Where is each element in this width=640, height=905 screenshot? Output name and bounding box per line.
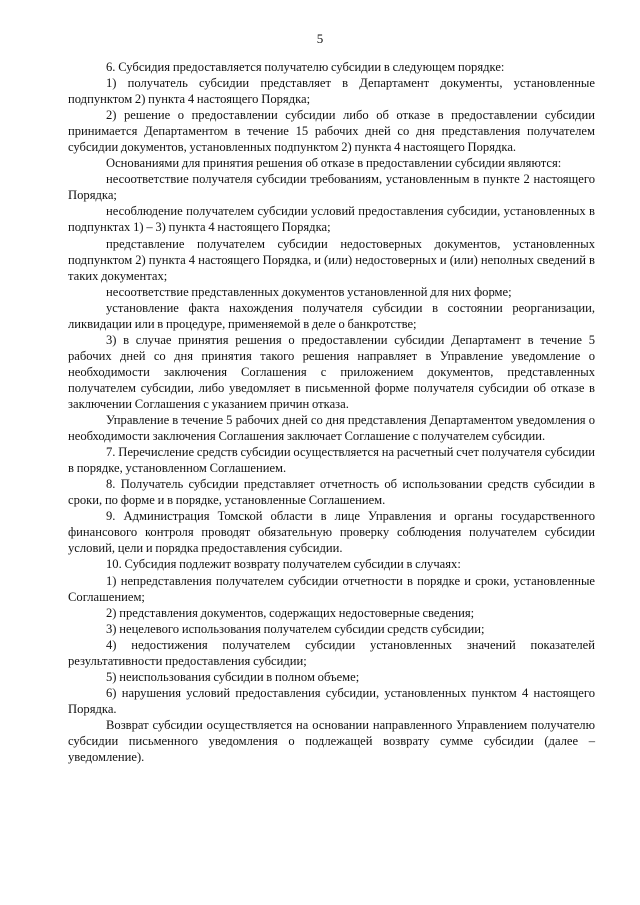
paragraph: 1) непредставления получателем субсидии отчетности в порядке и сроки, установленные Соглашением;	[68, 573, 595, 604]
paragraph: несоответствие представленных документов установленной для них форме;	[106, 284, 512, 299]
paragraph: 9. Администрация Томской области в лице Управления и органы государственного финансового контроля проводят обязательную проверку соблюдения получателем субсидии условий, цели и порядка предоставления субсидии.	[68, 509, 595, 556]
paragraph: Управление в течение 5 рабочих дней со дня представления Департаментом уведомления о необходимости заключения Соглашения заключает Соглашение с получателем субсидии.	[68, 413, 595, 444]
paragraph: 3) в случае принятия решения о предоставлении субсидии Департамент в течение 5 рабочих дней со дня принятия такого решения направляет в Управление уведомление о необходимости заключения Соглашения с приложением документов, представленных получателем субсидии, либо уведомляет в письменной форме получателя субсидии об отказе в заключении Соглашения с указанием причин отказа.	[68, 332, 595, 411]
paragraph: 10. Субсидия подлежит возврату получателем субсидии в случаях:	[106, 557, 461, 572]
paragraph: представление получателем субсидии недостоверных документов, установленных подпунктом 2) пункта 4 настоящего Порядка, и (или) недостоверных и (или) неполных сведений в таких документах;	[68, 236, 595, 283]
paragraph: 7. Перечисление средств субсидии осуществляется на расчетный счет получателя субсидии в порядке, установленном Соглашением.	[68, 445, 595, 476]
paragraph: несоответствие получателя субсидии требованиям, установленным в пункте 2 настоящего Порядка;	[68, 172, 595, 203]
paragraph: 1) получатель субсидии представляет в Департамент документы, установленные подпунктом 2) пункта 4 настоящего Порядка;	[68, 76, 595, 107]
paragraph: несоблюдение получателем субсидии условий предоставления субсидии, установленных в подпунктах 1) – 3) пункта 4 настоящего Порядка;	[68, 204, 595, 235]
paragraph: 6. Субсидия предоставляется получателю субсидии в следующем порядке:	[106, 60, 505, 74]
paragraph: 3) нецелевого использования получателем субсидии средств субсидии;	[106, 621, 485, 636]
paragraph: Возврат субсидии осуществляется на основании направленного Управлением получателю субсидии письменного уведомления о подлежащей возврату сумме субсидии (далее – уведомление).	[68, 717, 595, 765]
paragraph: установление факта нахождения получателя субсидии в состоянии реорганизации, ликвидации или в процедуре, применяемой в деле о банкротстве;	[68, 300, 595, 331]
paragraph: 6) нарушения условий предоставления субсидии, установленных пунктом 4 настоящего Порядка.	[68, 685, 595, 716]
paragraph: 8. Получатель субсидии представляет отчетность об использовании средств субсидии в сроки, по форме и в порядке, установленные Соглашением.	[68, 477, 595, 508]
paragraph: 5) неиспользования субсидии в полном объеме;	[106, 669, 360, 684]
paragraph: 2) решение о предоставлении субсидии либо об отказе в предоставлении субсидии принимается Департаментом в течение 15 рабочих дней со дня представления получателем субсидии документов, установленных подпунктом 2) пункта 4 настоящего Порядка.	[68, 108, 595, 155]
paragraph: 2) представления документов, содержащих недостоверные сведения;	[106, 605, 475, 620]
paragraph: 4) недостижения получателем субсидии установленных значений показателей результативности предоставления субсидии;	[68, 637, 595, 668]
page-number: 5	[316, 31, 324, 46]
paragraph: Основаниями для принятия решения об отказе в предоставлении субсидии являются:	[106, 156, 562, 171]
document-body	[68, 59, 595, 765]
